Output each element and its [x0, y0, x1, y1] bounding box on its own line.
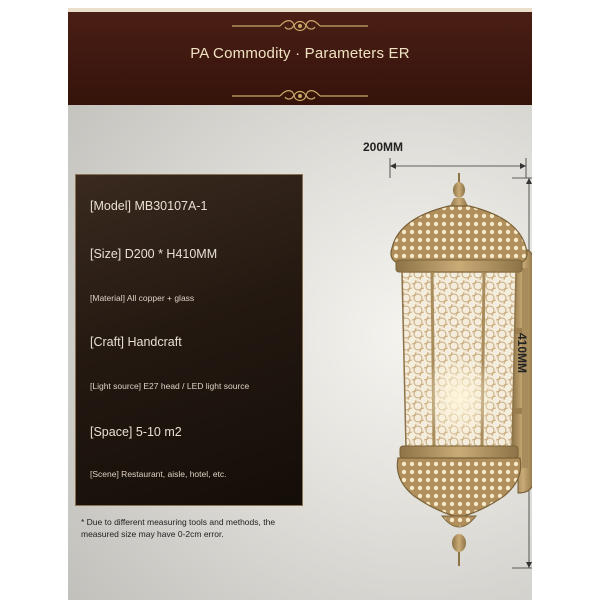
spec-model: [Model] MB30107A-1 [90, 199, 208, 213]
ornament-bottom-icon [230, 86, 370, 106]
spec-light-source: [Light source] E27 head / LED light source [90, 381, 250, 391]
height-dimension-label: 410MM [515, 333, 529, 374]
spec-size: [Size] D200 * H410MM [90, 247, 218, 261]
wall-lamp-illustration [304, 148, 532, 578]
spec-space: [Space] 5-10 m2 [90, 425, 182, 439]
width-dimension-label: 200MM [363, 140, 404, 154]
measurement-note: * Due to different measuring tools and methods, the measured size may have 0-2cm error. [81, 517, 276, 539]
header-banner [68, 12, 532, 105]
spec-scene: [Scene] Restaurant, aisle, hotel, etc. [90, 469, 227, 479]
spec-material: [Material] All copper + glass [90, 293, 195, 303]
spec-panel [75, 174, 303, 506]
header-title: PA Commodity · Parameters ER [190, 45, 410, 62]
product-image-canvas [68, 8, 532, 600]
ornament-top-icon [230, 16, 370, 36]
spec-craft: [Craft] Handcraft [90, 335, 182, 349]
